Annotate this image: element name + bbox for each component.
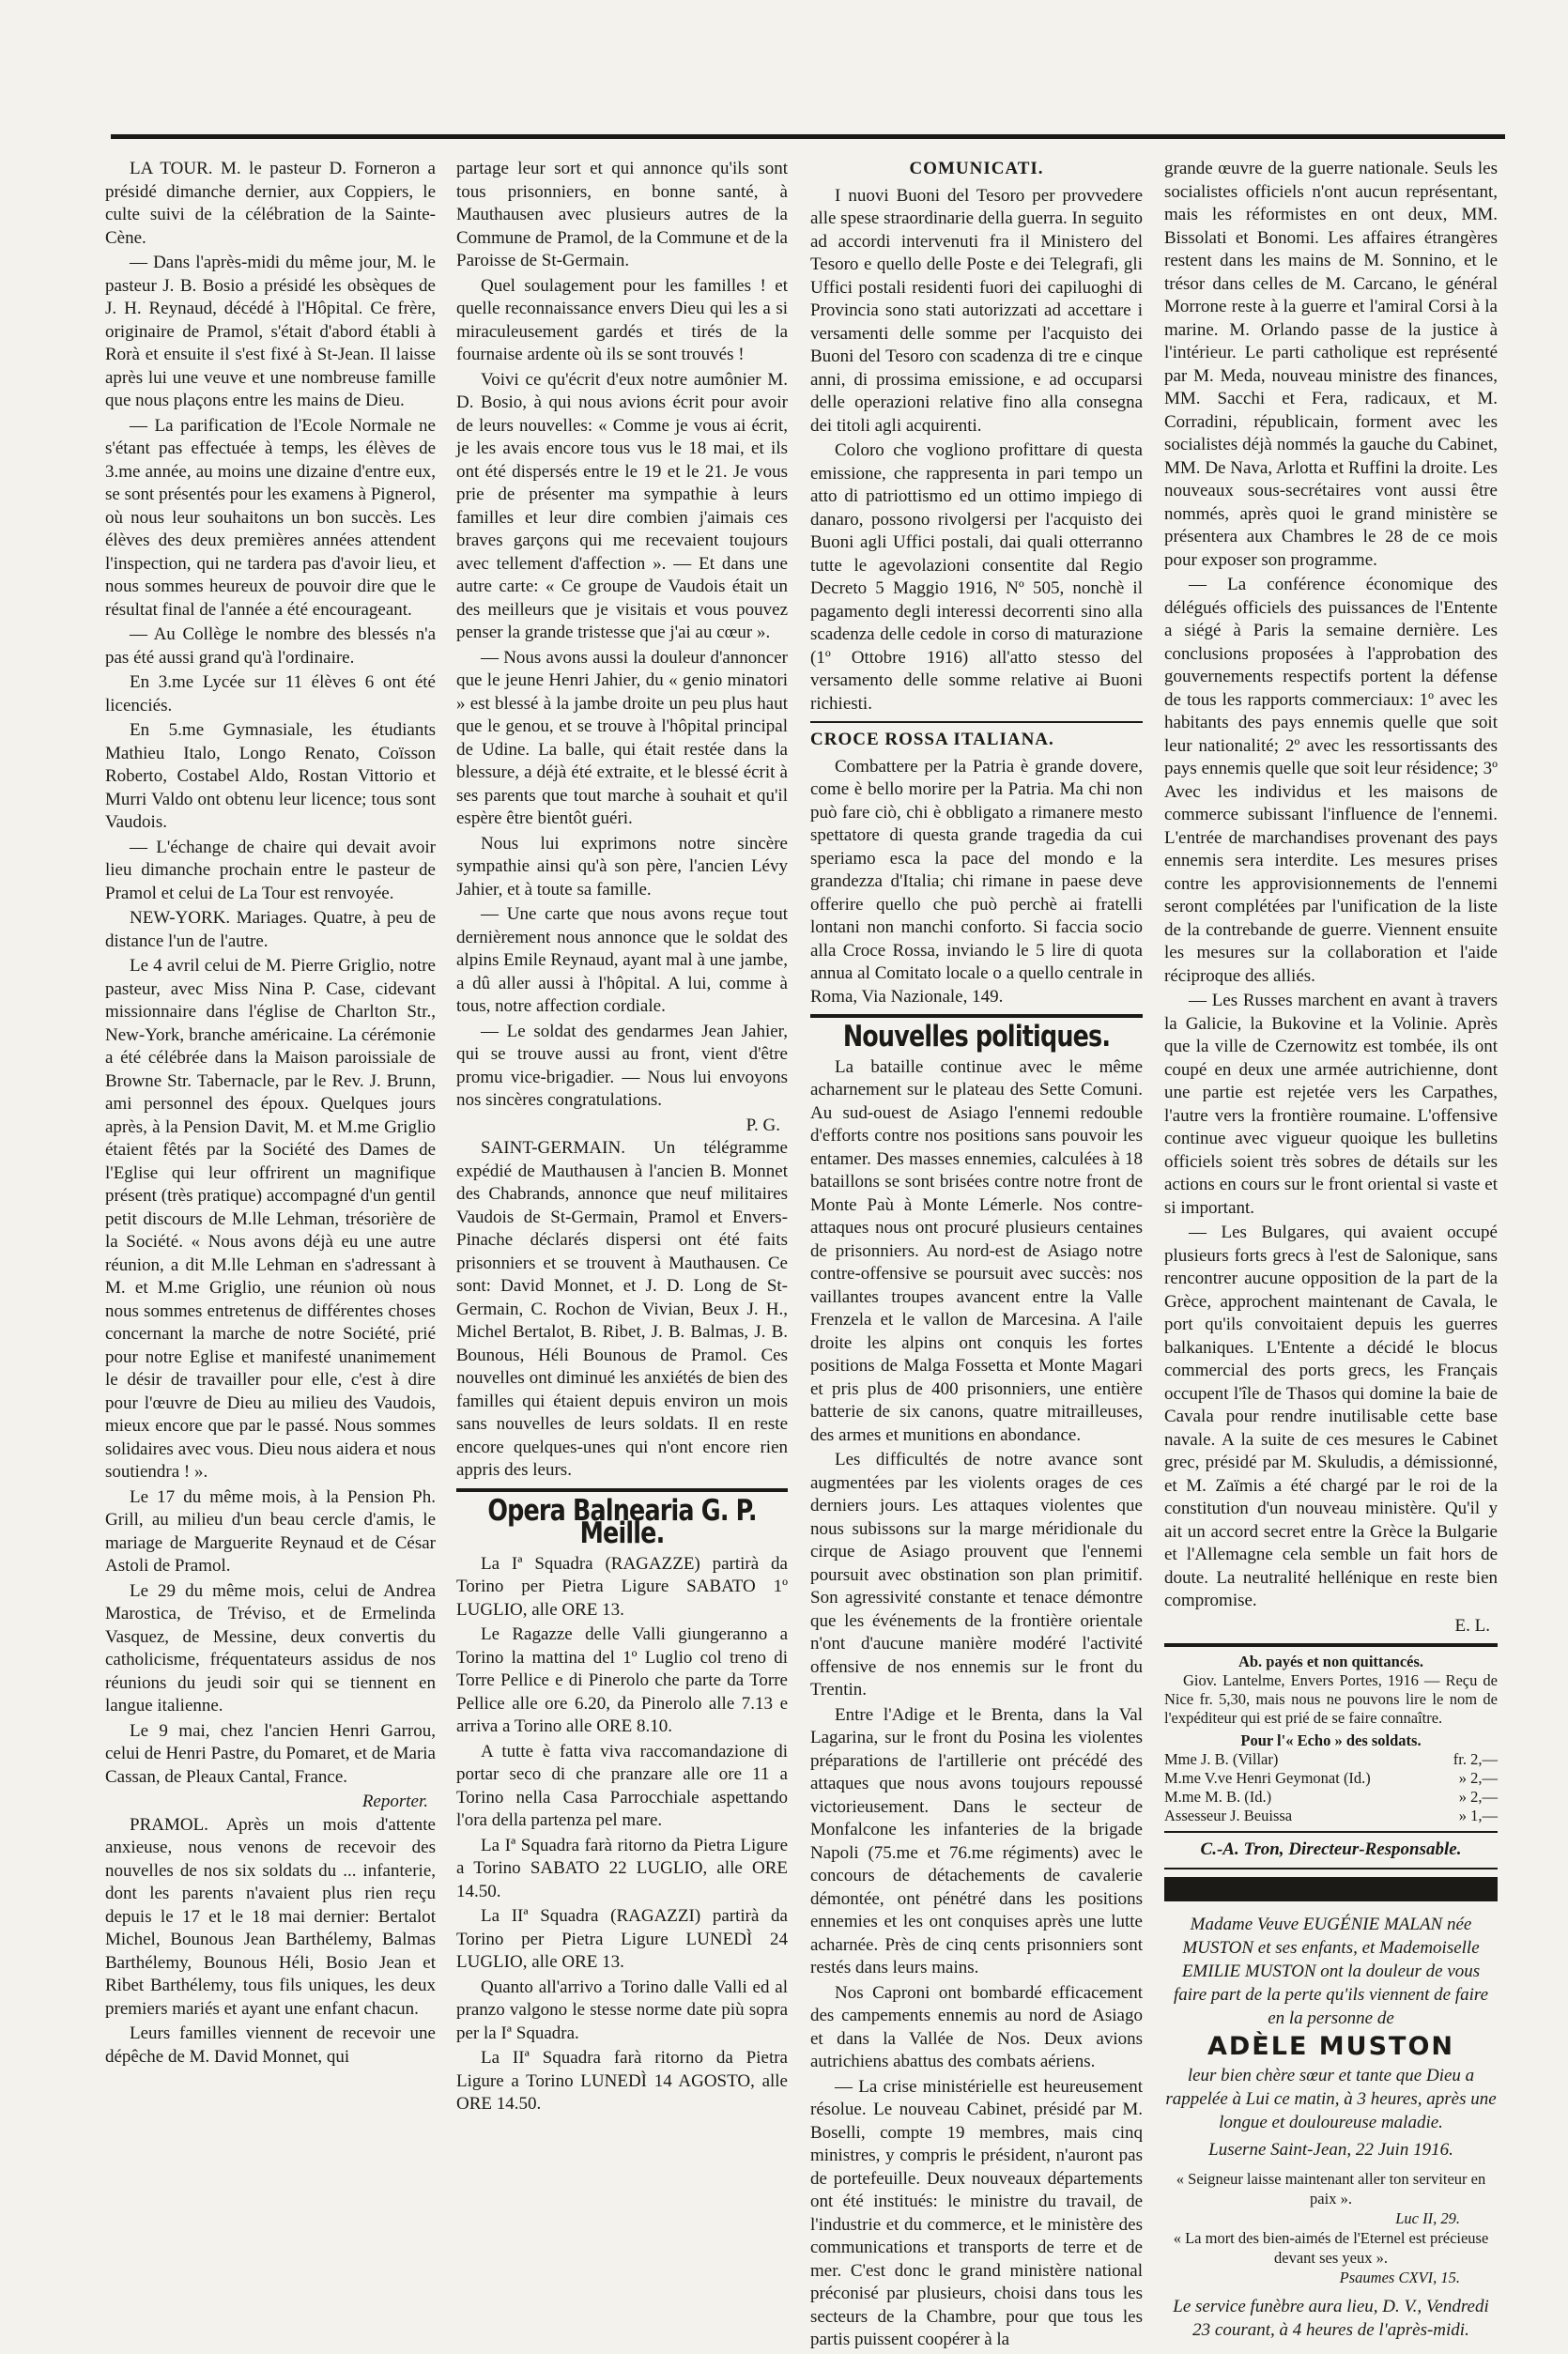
- divider: [810, 721, 1143, 723]
- signature: E. L.: [1454, 1615, 1490, 1636]
- amount: » 2,—: [1458, 1769, 1498, 1787]
- list-item: [1164, 1750, 1498, 1769]
- article-paragraph: La Iª Squadra farà ritorno da Pietra Ligure a Torino SABATO 22 LUGLIO, alle ORE 14.50.: [456, 1835, 788, 1901]
- divider: [456, 1488, 788, 1492]
- deuil-place: Luserne Saint-Jean, 22 Juin 1916.: [1208, 2140, 1453, 2160]
- signature: Reporter.: [361, 1792, 428, 1811]
- article-paragraph: Combattere per la Patria è grande dovere, come è bello morire per la Patria. Ma chi non può fare ciò, chi è obbligato a rimanere mesto spettatore di questa grande tragedia da cui speriamo esca la pace del mondo e la grandezza d'Italia; chi rimane in paese deve offerire quello che può perchè ai fratelli lontani non manchi conforto. Si faccia socio alla Croce Rossa, inviando le 5 lire di quota annua al Comitato locale o a quello centrale in Roma, Via Nazionale, 149.: [810, 756, 1143, 1007]
- article-paragraph: — Les Bulgares, qui avaient occupé plusieurs forts grecs à l'est de Salonique, sans rencontrer aucune opposition de la part de la Grèce, approchent maintenant de Cavala, le port qu'ils convoitaient depuis les guerres balkaniques. L'Entente a décidé le blocus commercial des ports grecs, les Français occupent l'île de Thasos qui domine la baie de Cavala pour rendre inutilisable cette base navale. A la suite de ces mesures le Cabinet grec, présidé par M. Skuludis, a démissionné, et M. Zaïmis a été chargé par le roi de la constitution d'un nouveau ministère. Qu'il y ait un accord secret entre la Grèce la Bulgarie et l'Allemagne cela semble un fait hors de doute. La neutralité hellénique en reste bien compromise.: [1164, 1223, 1498, 1610]
- article-paragraph: Quanto all'arrivo a Torino dalle Valli ed al pranzo valgono le stesse norme date più sopra per la Iª Squadra.: [456, 1977, 788, 2043]
- article-paragraph: SAINT-GERMAIN. Un télégramme expédié de Mauthausen à l'ancien B. Monnet des Chabrands, annonce que neuf militaires Vaudois de St-Germain, Pramol et Envers-Pinache déclarés dispersi ont été faits prisonniers et se trouvent à Mauthausen. Ce sont: David Monnet, et J. D. Long de St-Germain, C. Rochon de Vivian, Beux J. H., Michel Bertalot, B. Ribet, J. B. Balmas, J. B. Bounous, Héli Bounous de Pramol. Ces nouvelles ont diminué les anxiétés de bien des familles qui étaient depuis environ un mois sans nouvelles de leurs soldats. Il en reste encore quelques-unes qui n'ont encore rien appris des leurs.: [456, 1138, 788, 1480]
- abonnes-heading: Ab. payés et non quittancés.: [1237, 1653, 1424, 1670]
- article-paragraph: La IIª Squadra (RAGAZZI) partirà da Torino per Pietra Ligure LUNEDÌ 24 LUGLIO, alle ORE 13.: [456, 1906, 788, 1972]
- column-3: [810, 158, 1143, 2354]
- list-item: [1164, 1788, 1498, 1807]
- article-paragraph: — Les Russes marchent en avant à travers la Galicie, la Bukovine et la Volinie. Après que la ville de Czernowitz est tombée, ils ont coupé en deux une armée autrichienne, dont une partie est rejetée vers les Carpathes, l'autre vers la frontière roumaine. L'offensive continue avec vigueur quoique les bulletins officiels soient très sobres de détails sur les actions en cours sur le front oriental si vaste et si important.: [1164, 991, 1498, 1218]
- column-4: [1164, 158, 1498, 2342]
- divider: [1164, 1831, 1498, 1833]
- comunicati-heading: COMUNICATI.: [909, 159, 1044, 178]
- donor-name: Mme J. B. (Villar): [1164, 1750, 1279, 1768]
- list-item: [1164, 1807, 1498, 1825]
- article-paragraph: grande œuvre de la guerre nationale. Seuls les socialistes officiels n'ont aucun représentant, mais les réformistes en ont deux, MM. Bissolati et Bonomi. Les affaires étrangères restent dans les mains de M. Sonnino, et le trésor dans celles de M. Carcano, le général Morrone reste à la guerre et l'amiral Corsi à la marine. M. Orlando passe de la justice à l'intérieur. Le parti catholique est représenté par M. Meda, nouveau ministre des finances, MM. Sacchi et Fera, radicaux, et M. Corradini, républicain, forment avec les socialistes déjà nommés la gauche du Cabinet, MM. De Nava, Arlotta et Ruffini la droite. Les nouveaux sous-secrétaires vont aussi être nommés, après quoi le grand ministère se présentera aux Chambres le 28 de ce mois pour exposer son programme.: [1164, 159, 1498, 570]
- abonnes-text: Giov. Lantelme, Envers Portes, 1916 — Reçu de Nice fr. 5,30, mais nous ne pouvons lire le nom de l'expéditeur qui est prié de se faire connaître.: [1164, 1671, 1498, 1727]
- list-item: [1164, 1769, 1498, 1788]
- article-paragraph: partage leur sort et qui annonce qu'ils sont tous prisonniers, en bonne santé, à Mauthausen avec plusieurs autres de la Commune de Pramol, de la Commune et de la Paroisse de St-Germain.: [456, 159, 788, 270]
- divider: [1164, 1643, 1498, 1647]
- quote: « Seigneur laisse maintenant aller ton serviteur en paix ».: [1176, 2170, 1486, 2208]
- article-paragraph: — Une carte que nous avons reçue tout dernièrement nous annonce que le soldat des alpins Emile Reynaud, ayant mal à une jambe, a dû aller aussi à l'hôpital. A lui, comme à tous, notre affection cordiale.: [456, 904, 788, 1016]
- article-paragraph: — Nous avons aussi la douleur d'annoncer que le jeune Henri Jahier, du « genio minatori » est blessé à la jambe droite un peu plus haut que le genou, et se trouve à l'hôpital principal de Udine. La balle, qui était restée dans la blessure, a déjà été extraite, et le blessé écrit à ses parents que tout marche à souhait et qu'il espère être bientôt guéri.: [456, 647, 788, 828]
- article-paragraph: LA TOUR. M. le pasteur D. Forneron a présidé dimanche dernier, aux Coppiers, le culte suivi de la célébration de la Sainte-Cène.: [105, 159, 436, 248]
- amount: fr. 2,—: [1453, 1750, 1498, 1768]
- echo-heading: Pour l'« Echo » des soldats.: [1240, 1731, 1422, 1749]
- article-paragraph: — Au Collège le nombre des blessés n'a pas été aussi grand qu'à l'ordinaire.: [105, 624, 436, 668]
- mourning-band: [1164, 1877, 1498, 1901]
- directeur-line: C.-A. Tron, Directeur-Responsable.: [1200, 1839, 1462, 1859]
- article-paragraph: Quel soulagement pour les familles ! et quelle reconnaissance envers Dieu qui les a si miraculeusement gardés et tirés de la fournaise ardente où ils se sont trouvés !: [456, 275, 788, 364]
- donor-name: M.me M. B. (Id.): [1164, 1788, 1272, 1806]
- croce-heading: CROCE ROSSA ITALIANA.: [810, 730, 1054, 749]
- article-paragraph: Leurs familles viennent de recevoir une dépêche de M. David Monnet, qui: [105, 2023, 436, 2067]
- quote: « La mort des bien-aimés de l'Eternel est précieuse devant ses yeux ».: [1173, 2229, 1489, 2267]
- article-paragraph: Voivi ce qu'écrit d'eux notre aumônier M. D. Bosio, à qui nous avions écrit pour avoir de leurs nouvelles: « Comme je vous ai écrit, je les avais encore tous vus le 18 mai, et ils ont été dispersés entre le 19 et le 21. Je vous prie de présenter ma sympathie à leurs familles et leur dire combien j'aimais ces braves garçons qui me recevaient toujours avec tellement d'affection ». — Et dans une autre carte: « Ce groupe de Vaudois était un des meilleurs que je visitais et vous pouvez penser la grande tristesse que j'ai au cœur ».: [456, 369, 788, 642]
- article-paragraph: La IIª Squadra farà ritorno da Pietra Ligure a Torino LUNEDÌ 14 AGOSTO, alle ORE 14.50.: [456, 2048, 788, 2114]
- article-paragraph: A tutte è fatta viva raccomandazione di portar seco di che pranzare alle ore 11 a Torino nella Casa Parrocchiale aspettando l'ora della partenza pel mare.: [456, 1741, 788, 1830]
- funeral-notice: Le service funèbre aura lieu, D. V., Vendredi 23 courant, à 4 heures de l'après-midi.: [1173, 2297, 1489, 2340]
- article-paragraph: Le 29 du même mois, celui de Andrea Marostica, de Tréviso, et de Ermelinda Vasquez, de Messine, deux convertis du catholicisme, fréquentateurs assidus de nos réunions du jeudi soir qui se tiennent en langue italienne.: [105, 1580, 436, 1715]
- article-paragraph: Nous lui exprimons notre sincère sympathie ainsi qu'à son père, l'ancien Lévy Jahier, et à toute sa famille.: [456, 833, 788, 900]
- article-paragraph: — L'échange de chaire qui devait avoir lieu dimanche prochain entre le pasteur de Pramol et celui de La Tour est renvoyée.: [105, 837, 436, 903]
- article-paragraph: Le 17 du même mois, à la Pension Ph. Grill, au milieu d'un beau cercle d'amis, le mariage de Marguerite Reynaud et de César Astoli de Pramol.: [105, 1486, 436, 1576]
- amount: » 1,—: [1458, 1807, 1498, 1824]
- article-paragraph: La Iª Squadra (RAGAZZE) partirà da Torino per Pietra Ligure SABATO 1º LUGLIO, alle ORE 13.: [456, 1553, 788, 1620]
- quote-ref: Luc II, 29.: [1395, 2209, 1460, 2227]
- divider: [810, 1014, 1143, 1018]
- donor-name: M.me V.ve Henri Geymonat (Id.): [1164, 1769, 1371, 1787]
- deuil-intro: Madame Veuve EUGÉNIE MALAN née MUSTON et ses enfants, et Mademoiselle EMILIE MUSTON ont la douleur de vous faire part de la perte qu'ils viennent de faire en la personne de: [1173, 1914, 1489, 2028]
- article-paragraph: Entre l'Adige et le Brenta, dans la Val Lagarina, sur le front du Posina les violentes préparations de l'artillerie ont précédé des attaques que nous avons toujours repoussé victorieusement. Dans le secteur de Monfalcone les infanteries de la brigade Napoli (75.me et 76.me régiments) avec le concours de détachements de cavalerie démontée, ont pénétré dans les positions ennemies et les ont conquises après une lutte acharnée. Près de cinq cents prisonniers sont restés dans leurs mains.: [810, 1704, 1143, 1977]
- amount: » 2,—: [1458, 1788, 1498, 1806]
- article-paragraph: — La crise ministérielle est heureusement résolue. Le nouveau Cabinet, présidé par M. Boselli, compte 19 membres, mais cinq ministres, y compris le président, n'auront pas de portefeuille. Deux nouveaux départements ont été institués: le ministre du travail, de l'industrie et du commerce, et le ministère des communications et transports de terre et de mer. C'est donc le grand ministère national préconisé par plusieurs, choisi dans tous les secteurs de la Chambre, pour que tous les partis puissent coopérer à la: [810, 2076, 1143, 2349]
- article-paragraph: Le 4 avril celui de M. Pierre Griglio, notre pasteur, avec Miss Nina P. Case, cidevant missionnaire dans l'église de Charlton Str., New-York, branche américaine. La cérémonie a été célébrée dans la Maison paroissiale de Browne Str. Tabernacle, par le Rev. J. Brunn, ami personnel des époux. Quelques jours après, à la Pension Davit, M. et M.me Griglio étaient fêtés par la Société des Dames de l'Eglise qui leur offrirent un magnifique présent (très pratique) accompagné d'un gentil petit discours de M.lle Lehman, trésorière de la Société. « Nous avons déjà eu une autre réunion, a dit M.lle Lehman en s'adressant à M. et M.me Griglio, une réunion où nous nous sommes entretenus de différentes choses concernant la marche de notre Société, prié pour notre Eglise et manifesté unanimement le désir de travailler pour elle, c'est à dire pour l'œuvre de Dieu au milieu des Vaudois, mieux encore que par le passé. Nous sommes solidaires avec vous. Dieu nous aidera et nous soutiendra ! ».: [105, 956, 436, 1482]
- article-paragraph: NEW-YORK. Mariages. Quatre, à peu de distance l'un de l'autre.: [105, 908, 436, 951]
- article-paragraph: En 3.me Lycée sur 11 élèves 6 ont été licenciés.: [105, 672, 436, 715]
- column-2: [456, 158, 788, 2118]
- article-paragraph: La bataille continue avec le même acharnement sur le plateau des Sette Comuni. Au sud-ouest de Asiago l'ennemi redouble d'efforts contre nos positions sans pouvoir les entamer. Des masses ennemies, calculées à 18 bataillons se sont brisées contre notre front de Monte Paù à Monte Lémerle. Nos contre-attaques nous ont procuré plusieurs centaines de prisonniers. Au nord-est de Asiago notre contre-offensive se poursuit avec succès: nos vaillantes troupes avancent entre la Valle Frenzela et le vallon de Marcesina. A l'aile droite les alpins ont conquis les fortes positions de Malga Fossetta et Monte Magari et pris plus de 400 prisonniers, une entière batterie de six canons, quatre mitrailleuses, des armes et munitions en abondance.: [810, 1056, 1143, 1445]
- deuil-name: ADÈLE MUSTON: [1207, 2031, 1454, 2061]
- article-paragraph: Le Ragazze delle Valli giungeranno a Torino la mattina del 1º Luglio col treno di Torre Pellice e di Pinerolo che parte da Torre Pellice alle ore 6.20, da Pinerolo alle 7.13 e arriva a Torino alle ORE 8.10.: [456, 1624, 788, 1736]
- deuil-text: leur bien chère sœur et tante que Dieu a rappelée à Lui ce matin, à 3 heures, après une longue et douloureuse maladie.: [1165, 2066, 1497, 2132]
- article-paragraph: — Dans l'après-midi du même jour, M. le pasteur J. B. Bosio a présidé les obsèques de J. H. Reynaud, décédé à l'Hôpital. Ce frère, originaire de Pramol, s'était d'abord établi à Rorà et ensuite il s'est fixé à St-Jean. Il laisse après lui une veuve et une nombreuse famille que nous plaçons entre les mains de Dieu.: [105, 253, 436, 410]
- top-rule: [111, 134, 1505, 139]
- article-paragraph: — Le soldat des gendarmes Jean Jahier, qui se trouve aussi au front, vient d'être promu vice-brigadier. — Nous lui envoyons nos sincères congratulations.: [456, 1021, 788, 1110]
- article-paragraph: — La conférence économique des délégués officiels des puissances de l'Entente a siégé à Paris la semaine dernière. Les conclusions proposées à l'approbation des gouvernements respectifs portent la défense de tous les rapports commerciaux: 1º avec les habitants des pays ennemis quelle que soit leur nationalité; 2º avec les ressortissants des pays ennemis quelle que soit leur résidence; 3º Avec les individus et les maisons de commerce subissant l'influence de l'ennemi. L'entrée de marchandises provenant des pays ennemis sera interdite. Les mesures prises contre les approvisionnements de l'ennemi seront complétées par l'unification de la liste de la contrebande de guerre. Viennent ensuite les mesures sur la collaboration et l'aide réciproque des alliés.: [1164, 575, 1498, 986]
- opera-title: Opera Balnearia G. P. Meille.: [487, 1493, 757, 1550]
- article-paragraph: Le 9 mai, chez l'ancien Henri Garrou, celui de Henri Pastre, du Pomaret, et de Maria Cassan, de Pleaux Cantal, France.: [105, 1720, 436, 1787]
- article-paragraph: Les difficultés de notre avance sont augmentées par les violents orages de ces derniers jours. Les attaques violentes que nous subissons sur la marge méridionale du cirque de Asiago prouvent que l'ennemi poursuit avec obstination son plan primitif. Son agressivité constante et tenace démontre que les événements de la frontière orientale n'ont d'aucune manière modéré l'activité offensive de nos ennemis sur le front du Trentin.: [810, 1450, 1143, 1700]
- article-paragraph: En 5.me Gymnasiale, les étudiants Mathieu Italo, Longo Renato, Coïsson Roberto, Costabel Aldo, Rostan Vittorio et Murri Valdo ont obtenu leur licence; tous sont Vaudois.: [105, 720, 436, 832]
- article-paragraph: I nuovi Buoni del Tesoro per provvedere alle spese straordinarie della guerra. In seguito ad accordi intervenuti fra il Ministero del Tesoro e quello delle Poste e dei Telegrafi, gli Uffici postali residenti fuori dei capiluoghi di Provincia sono stati autorizzati ad accettare i versamenti delle somme per l'acquisto dei Buoni del Tesoro con scadenza di tre e cinque anni, di prossima emissione, e ad occuparsi delle operazioni relative fino alla consegna dei titoli agli acquirenti.: [810, 185, 1143, 436]
- signature: P. G.: [746, 1115, 780, 1135]
- divider: [1164, 1868, 1498, 1869]
- donor-name: Assesseur J. Beuissa: [1164, 1807, 1293, 1824]
- column-1: [105, 158, 436, 2070]
- article-paragraph: PRAMOL. Après un mois d'attente anxieuse, nous venons de recevoir des nouvelles de nos six soldats du ... infanterie, dont les parents n'avaient plus rien reçu depuis le 17 et le 18 mai dernier: Bertalot Michel, Bounous Jean Barthélemy, Balmas Barthélemy, Bounous Héli, Bosio Jean et Ribet Barthélemy, tous fils uniques, les deux premiers mariés et ayant une enfant chacun.: [105, 1814, 436, 2019]
- article-paragraph: Nos Caproni ont bombardé efficacement des campements ennemis au nord de Asiago et dans la Vallée de Nos. Deux avions autrichiens abattus des combats aériens.: [810, 1982, 1143, 2071]
- quote-ref: Psaumes CXVI, 15.: [1339, 2269, 1460, 2286]
- article-paragraph: — La parification de l'Ecole Normale ne s'étant pas effectuée à temps, les élèves de 3.me année, au moins une dizaine d'entre eux, se sont présentés pour les examens à Pignerol, où nous leur souhaitons un bon succès. Les élèves des deux premières années attendent l'inspection, qui ne tardera pas d'avoir lieu, et nous sommes heureux de pouvoir dire que le résultat final de l'année a été encourageant.: [105, 415, 436, 620]
- article-paragraph: Coloro che vogliono profittare di questa emissione, che rappresenta in pari tempo un atto di patriottismo ed un ottimo impiego di danaro, possono rivolgersi per l'acquisto dei Buoni agli Uffici postali, dai quali otterranno tutte le agevolazioni consentite dal Regio Decreto 5 Maggio 1916, Nº 505, nonchè il pagamento degli interessi decorrenti sino alla scadenza delle cedole in corso di maturazione (1º Ottobre 1916) all'atto stesso del versamento delle somme relative ai Buoni richiesti.: [810, 440, 1143, 714]
- politiques-title: Nouvelles politiques.: [842, 1020, 1111, 1054]
